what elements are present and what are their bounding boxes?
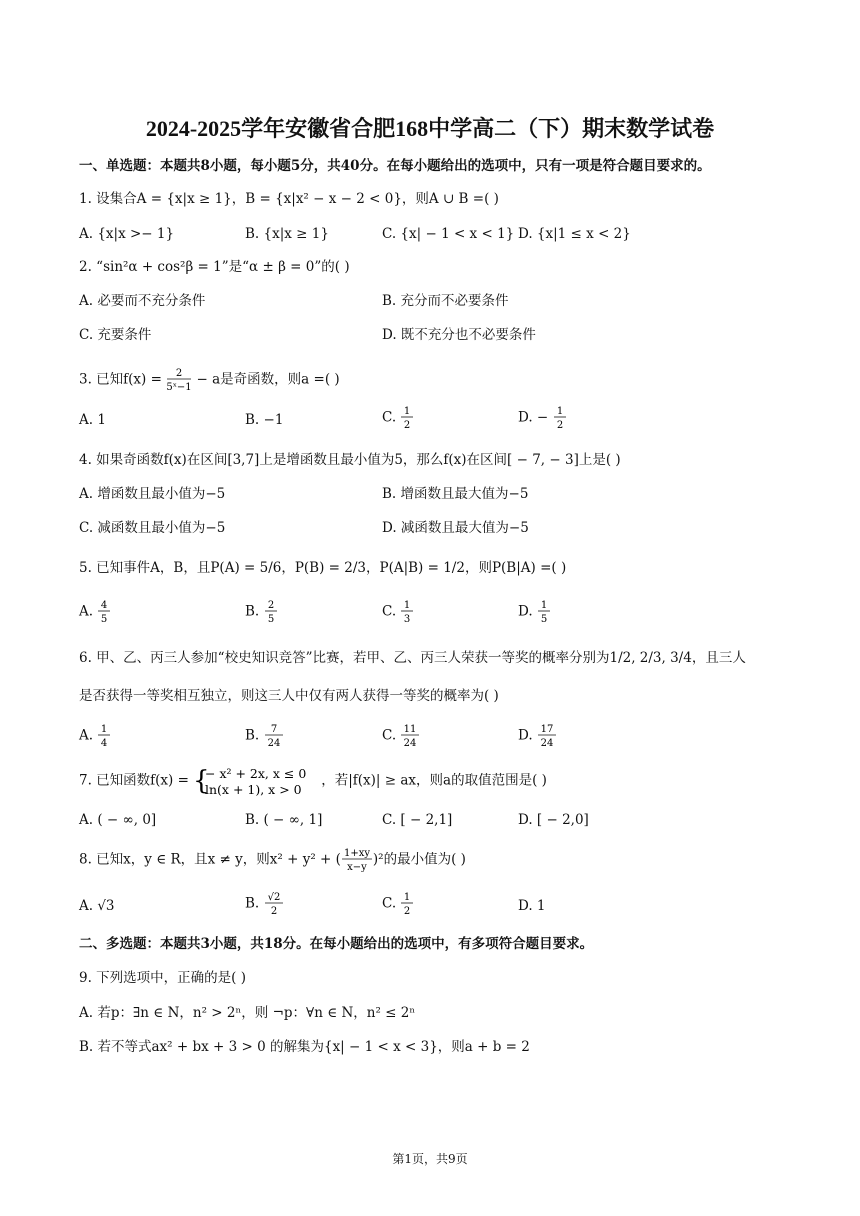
q8-option-b: B. √2 2: [245, 892, 280, 917]
svg-text:ln(x + 1), x > 0: ln(x + 1), x > 0: [205, 782, 302, 797]
q2-option-b: B. 充分而不必要条件: [382, 293, 509, 309]
q9-option-b: B. 若不等式ax² + bx + 3 > 0 的解集为{x| − 1 < x < 3}，则a + b = 2: [79, 1039, 530, 1055]
svg-text:1: 1: [556, 406, 563, 417]
q8-fraction: [341, 846, 373, 874]
question-6-stem-line1: 6. 甲、乙、丙三人参加“校史知识竞答”比赛，若甲、乙、丙三人荣获一等奖的概率分别为1/2, 2/3, 3/4，且三人: [79, 650, 746, 666]
question-9-stem: 9. 下列选项中，正确的是( ): [79, 970, 246, 986]
q7-option-b: B. ( − ∞, 1]: [245, 812, 323, 828]
q5-option-d: D. 1 5: [518, 600, 548, 625]
q2-option-d: D. 既不充分也不必要条件: [382, 327, 536, 343]
svg-text:24: 24: [404, 738, 417, 749]
q1-option-b: B. {x|x ≥ 1}: [245, 226, 329, 242]
q1-option-a: A. {x|x >− 1}: [79, 226, 175, 242]
svg-text:x−y: x−y: [347, 862, 367, 873]
question-2-stem: 2. “sin²α + cos²β = 1”是“α ± β = 0”的( ): [79, 259, 350, 275]
svg-text:{: {: [193, 766, 210, 796]
svg-text:2: 2: [404, 906, 411, 917]
svg-text:2: 2: [270, 906, 277, 917]
q8-option-c: C. 1 2: [382, 892, 411, 917]
question-3-stem: 3. 已知f(x) = 2 5ˣ−1 − a是奇函数，则a =( ): [79, 368, 340, 393]
q6-option-b: B. 7 24: [245, 724, 280, 749]
question-6-stem-line2: 是否获得一等奖相互独立，则这三人中仅有两人获得一等奖的概率为( ): [79, 688, 499, 704]
q3-numerator: 2: [176, 368, 183, 379]
q8-option-a: A. √3: [79, 898, 115, 914]
q4-option-a: A. 增函数且最小值为−5: [79, 486, 226, 502]
section-single-choice: 一、单选题：本题共8小题，每小题5分，共40分。在每小题给出的选项中，只有一项是符合题目要求的。: [79, 158, 711, 174]
q8-option-d: D. 1: [518, 898, 546, 914]
svg-text:3: 3: [404, 614, 411, 625]
svg-text:− x² + 2x, x ≤ 0: − x² + 2x, x ≤ 0: [205, 766, 307, 781]
question-8-stem: 8. 已知x，y ∈ R，且x ≠ y，则x² + y² + ( 1+xy x−y )²的最小值为( ): [79, 848, 466, 873]
q3-fraction: [166, 366, 192, 394]
q2-option-a: A. 必要而不充分条件: [79, 293, 206, 309]
svg-text:11: 11: [404, 724, 417, 735]
svg-text:17: 17: [540, 724, 554, 735]
page-title: 2024-2025学年安徽省合肥168中学高二（下）期末数学试卷: [145, 116, 715, 141]
svg-text:24: 24: [267, 738, 280, 749]
svg-text:1+xy: 1+xy: [343, 848, 370, 859]
q3-option-d: D. − 1 2: [518, 404, 567, 432]
svg-text:5: 5: [101, 614, 108, 625]
q6-option-c: C. 11 24: [382, 724, 417, 749]
svg-text:1: 1: [540, 600, 548, 611]
q3-option-b: B. −1: [245, 412, 284, 428]
q9-option-a: A. 若p：∃n ∈ N，n² > 2ⁿ，则 ¬p：∀n ∈ N，n² ≤ 2ⁿ: [79, 1005, 416, 1021]
question-1-stem: 1. 设集合A = {x|x ≥ 1}，B = {x|x² − x − 2 < 0}，则A ∪ B =( ): [79, 191, 499, 207]
question-4-stem: 4. 如果奇函数f(x)在区间[3,7]上是增函数且最小值为5，那么f(x)在区间[ − 7, − 3]上是( ): [79, 452, 621, 468]
svg-text:2: 2: [267, 600, 274, 611]
q2-option-c: C. 充要条件: [79, 327, 152, 343]
q7-option-d: D. [ − 2,0]: [518, 812, 589, 828]
section-multiple-choice: 二、多选题：本题共3小题，共18分。在每小题给出的选项中，有多项符合题目要求。: [79, 936, 594, 952]
svg-text:2: 2: [556, 420, 563, 431]
page-number-footer: 第1页，共9页: [392, 1152, 468, 1166]
q6-option-d: D. 17 24: [518, 724, 554, 749]
q3-option-a: A. 1: [79, 412, 106, 428]
svg-text:2: 2: [404, 420, 411, 431]
svg-text:5: 5: [540, 614, 548, 625]
q5-option-c: C. 1 3: [382, 600, 411, 625]
svg-text:1: 1: [101, 724, 108, 735]
svg-text:√2: √2: [267, 892, 280, 903]
q1-option-d: D. {x|1 ≤ x < 2}: [518, 226, 631, 242]
svg-text:4: 4: [101, 600, 108, 611]
q3-c-fraction: [400, 404, 414, 432]
svg-text:24: 24: [540, 738, 554, 749]
svg-text:4: 4: [101, 738, 108, 749]
q3-d-fraction: [553, 404, 567, 432]
q7-piecewise: [193, 764, 321, 798]
q7-option-c: C. [ − 2,1]: [382, 812, 453, 828]
q7-option-a: A. ( − ∞, 0]: [79, 812, 157, 828]
svg-text:1: 1: [404, 892, 411, 903]
svg-text:1: 1: [404, 600, 411, 611]
q1-option-c: C. {x| − 1 < x < 1}: [382, 226, 515, 242]
q5-option-a: A. 4 5: [79, 600, 108, 625]
question-7-stem: 7. 已知函数f(x) = { − x² + 2x, x ≤ 0 ln(x + 1), x > 0 ，若|f(x)| ≥ ax，则a的取值范围是( ): [79, 766, 547, 797]
svg-text:7: 7: [270, 724, 277, 735]
question-5-stem: 5. 已知事件A，B，且P(A) = 5/6，P(B) = 2/3，P(A|B) = 1/2，则P(B|A) =( ): [79, 560, 567, 576]
q3-option-c: C. 1 2: [382, 404, 414, 432]
q4-option-d: D. 减函数且最大值为−5: [382, 520, 529, 536]
q3-denominator: 5ˣ−1: [166, 382, 192, 393]
q4-option-c: C. 减函数且最小值为−5: [79, 520, 226, 536]
svg-text:1: 1: [404, 406, 411, 417]
q5-option-b: B. 2 5: [245, 600, 274, 625]
q4-option-b: B. 增函数且最大值为−5: [382, 486, 529, 502]
q6-option-a: A. 1 4: [79, 724, 108, 749]
svg-text:5: 5: [267, 614, 274, 625]
